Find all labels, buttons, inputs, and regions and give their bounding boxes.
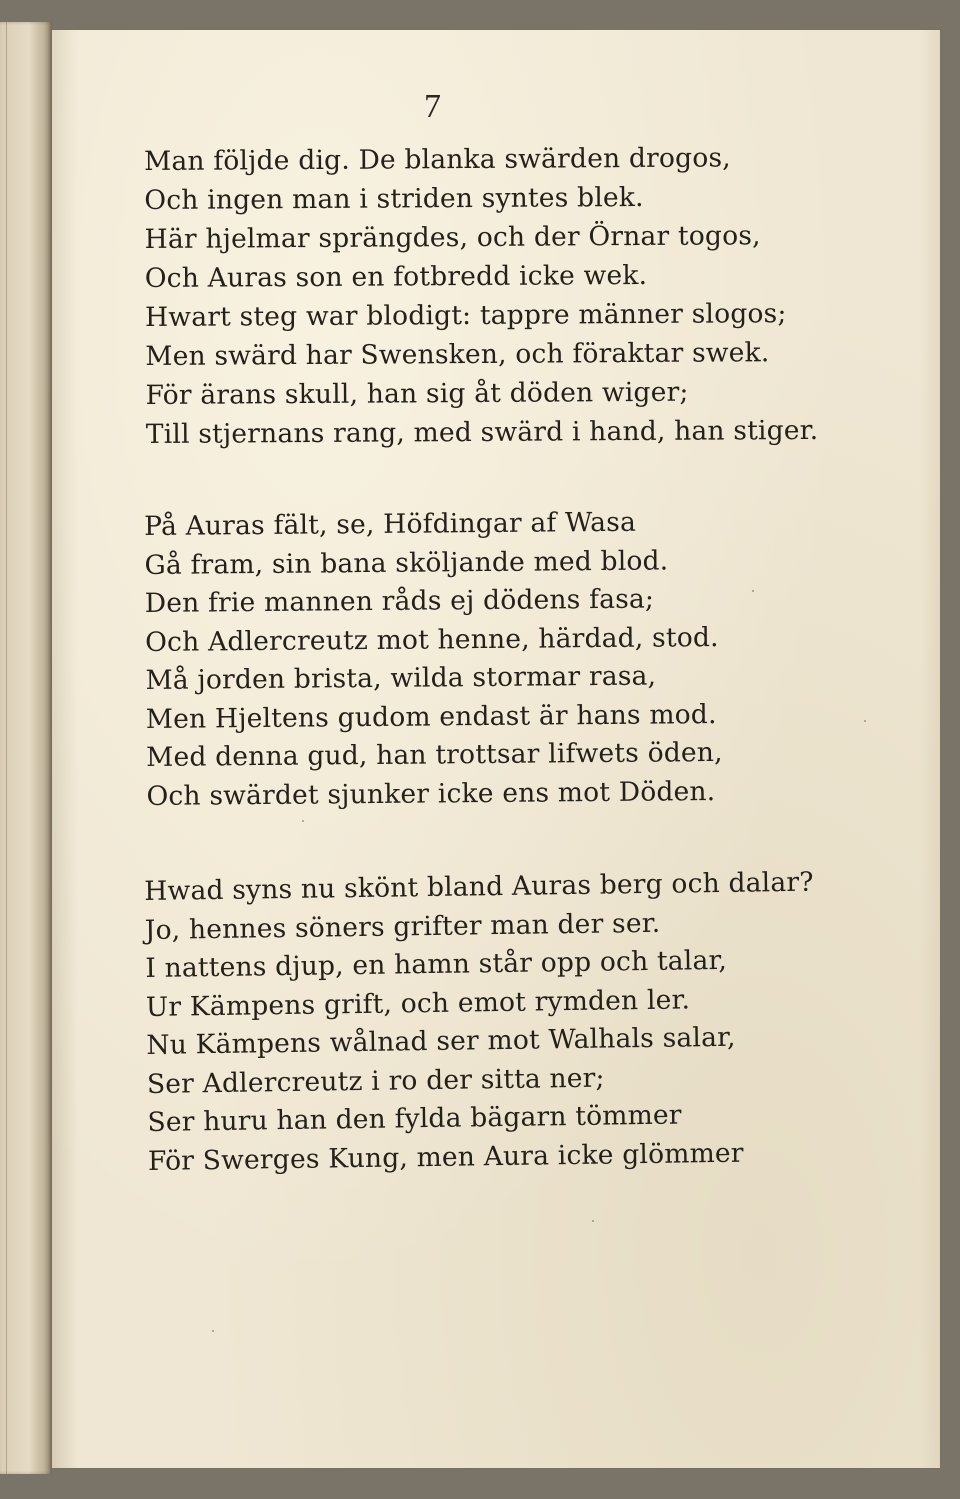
stanza-1 xyxy=(144,138,818,454)
verse-line: För Swerges Kung, men Aura icke glömmer xyxy=(147,1137,744,1177)
verse-line: Hwad syns nu skönt bland Auras berg och dalar? xyxy=(144,866,814,907)
stanza-2 xyxy=(144,503,723,816)
book-page xyxy=(52,30,940,1468)
verse-line: Må jorden brista, wilda stormar rasa, xyxy=(145,660,657,696)
verse-line: Men swärd har Swensken, och föraktar swek. xyxy=(145,337,770,372)
verse-line: Här hjelmar sprängdes, och der Örnar togos, xyxy=(144,220,761,255)
verse-line: Ser Adlercreutz i ro der sitta ner; xyxy=(146,1062,605,1100)
stanza-3 xyxy=(144,864,818,1181)
verse-line: Men Hjeltens gudom endast är hans mod. xyxy=(145,698,717,735)
paper-speck xyxy=(302,820,304,822)
verse-line: Med denna gud, han trottsar lifwets öden, xyxy=(146,736,723,773)
verse-line: Och Auras son en fotbredd icke wek. xyxy=(144,259,648,294)
paper-speck xyxy=(864,720,866,722)
verse-line: Och ingen man i striden syntes blek. xyxy=(144,181,644,216)
verse-line: Och Adlercreutz mot henne, härdad, stod. xyxy=(145,621,719,658)
verse-line: Och swärdet sjunker icke ens mot Döden. xyxy=(146,775,716,812)
verse-line: Den frie mannen råds ej dödens fasa; xyxy=(144,583,655,619)
facing-page-edge xyxy=(0,22,52,1474)
verse-line: Hwart steg war blodigt: tappre männer slogos; xyxy=(144,298,787,333)
verse-line: Till stjernans rang, med swärd i hand, han stiger. xyxy=(145,414,819,450)
page-fold-line xyxy=(6,22,7,1474)
verse-line: Ur Kämpens grift, och emot rymden ler. xyxy=(145,983,691,1023)
verse-line: På Auras fält, se, Höfdingar af Wasa xyxy=(144,506,637,542)
verse-line: Man följde dig. De blanka swärden drogos, xyxy=(144,142,731,177)
paper-speck xyxy=(212,1330,214,1332)
verse-line: Gå fram, sin bana sköljande med blod. xyxy=(144,544,669,581)
page-number: 7 xyxy=(424,88,441,125)
verse-line: Jo, hennes söners grifter man der ser. xyxy=(144,907,661,946)
verse-line: I nattens djup, en hamn står opp och talar, xyxy=(145,944,728,984)
verse-line: Ser huru han den fylda bägarn tömmer xyxy=(147,1099,682,1138)
paper-speck xyxy=(592,1220,594,1222)
verse-line: För ärans skull, han sig åt döden wiger; xyxy=(145,376,689,411)
paper-speck xyxy=(752,590,754,592)
verse-line: Nu Kämpens wålnad ser mot Walhals salar, xyxy=(146,1021,736,1061)
